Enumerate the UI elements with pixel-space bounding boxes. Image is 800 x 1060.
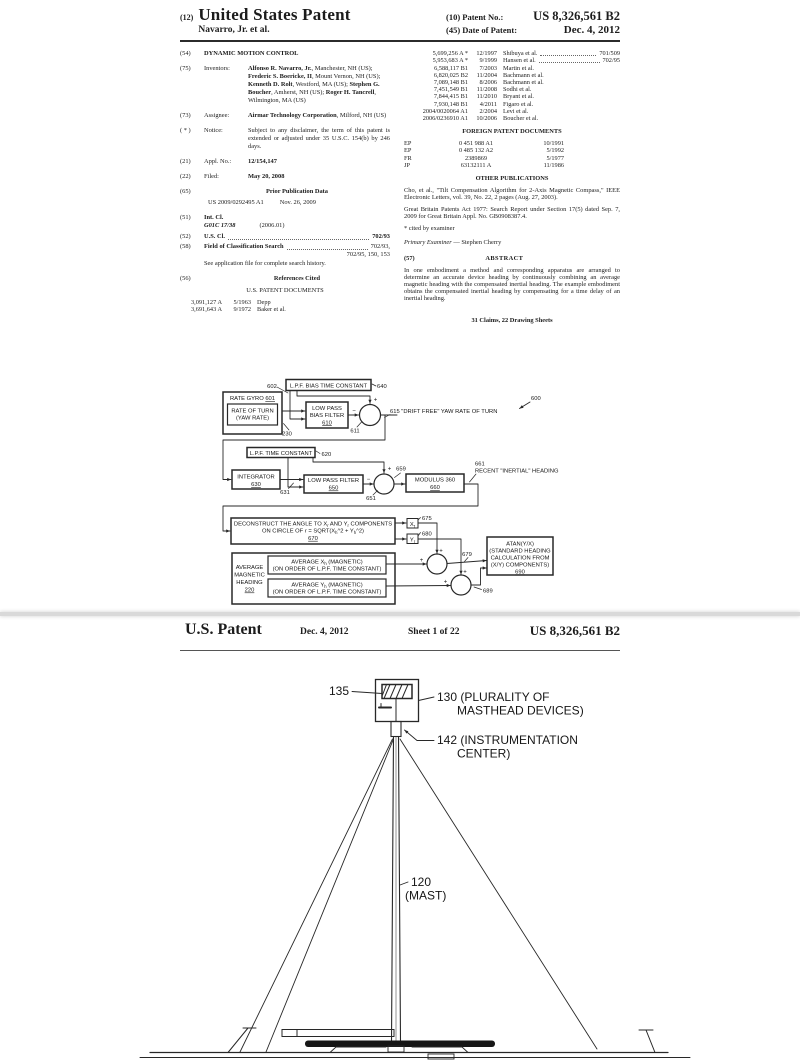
front-right-column	[404, 50, 620, 325]
inid-54: (54)	[180, 50, 191, 58]
party-name: Kenneth D. Rolt	[248, 81, 293, 89]
int-cl-label: Int. Cl.	[204, 214, 224, 222]
publication-1: Cho, et al., "Tilt Compensation Algorithm for 2-Axis Magnetic Compass," IEEE Electronic Letters, vol. 39, No. 22, 2 pages (Aug. 27, 2003).	[404, 187, 620, 202]
leader-631	[289, 483, 294, 489]
arrowhead	[299, 478, 303, 481]
abstract-header	[404, 255, 620, 263]
mast-line	[392, 737, 394, 1043]
us-ref-row	[404, 50, 620, 57]
ref-number: 2004/0020064 A1	[422, 107, 468, 115]
figure-sailboat	[120, 655, 700, 1060]
leader-679	[465, 558, 469, 562]
country-code: JP	[404, 161, 410, 169]
arrowhead	[423, 562, 427, 565]
ref-name: Hansen et al.	[503, 57, 536, 65]
sign-plus: +	[443, 579, 448, 586]
label-rate-gyro: RATE GYRO 601	[230, 396, 275, 402]
ref-date: 9/1999	[479, 57, 497, 65]
fos-see-note: See application file for complete search history.	[204, 260, 326, 268]
label-integrator: INTEGRATOR 630	[237, 474, 275, 488]
leader-611	[357, 422, 362, 428]
ref-number: 6,820,025 B2	[433, 71, 468, 79]
dotted-leader	[539, 62, 600, 63]
ref-620: 620	[321, 452, 332, 458]
assignee-label: Assignee:	[204, 112, 230, 120]
front-header-left	[180, 6, 351, 36]
cited-by-examiner: * cited by examiner	[404, 225, 455, 233]
field-51	[180, 214, 390, 230]
prior-pub-row	[204, 199, 390, 207]
field-52	[180, 233, 390, 241]
sheet-header-date: Dec. 4, 2012	[300, 627, 349, 637]
us-ref-row	[404, 86, 620, 93]
us-ref-row	[404, 93, 620, 100]
us-cl-value: 702/93	[372, 233, 390, 241]
us-patent-documents-head: U.S. PATENT DOCUMENTS	[246, 287, 324, 295]
foreign-ref-row	[404, 162, 620, 169]
inid-52: (52)	[180, 233, 191, 241]
int-cl-row	[204, 222, 390, 230]
sum-junction-679	[427, 554, 447, 574]
date-row	[446, 24, 620, 36]
sign-minus: −	[366, 477, 371, 483]
cabin	[412, 1047, 468, 1053]
party-name: Frederic S. Boericke, II	[248, 73, 312, 81]
sum-junction-615	[360, 405, 381, 426]
ref-date: 5/1992	[546, 147, 564, 155]
inid-51: (51)	[180, 214, 191, 222]
arrowhead	[402, 537, 406, 540]
party-name: Airmar Technology Corporation	[248, 112, 337, 120]
sign-minus: −	[352, 408, 356, 415]
ref-631: 631	[280, 490, 290, 496]
leader-135	[352, 692, 382, 694]
ref-number: 5,699,256 A *	[432, 50, 468, 58]
label-120b: (MAST)	[405, 888, 447, 903]
sheet-header-patent-no: US 8,326,561 B2	[529, 623, 620, 638]
title-block	[198, 6, 350, 36]
date-of-patent: Dec. 4, 2012	[563, 24, 620, 36]
label-drift-free: 615 "DRIFT FREE" YAW RATE OF TURN	[390, 409, 498, 415]
filed-date: May 20, 2008	[248, 173, 285, 181]
arrowhead	[368, 400, 371, 404]
ref-date: 8/2006	[479, 79, 497, 86]
ref-679: 679	[462, 552, 472, 558]
arrowhead	[370, 482, 374, 485]
ref-number: 0 485 132 A2	[458, 147, 494, 155]
appl-no-label: Appl. No.:	[204, 158, 232, 166]
rate-of-turn-box	[228, 404, 278, 425]
claims-line: 31 Claims, 22 Drawing Sheets	[471, 317, 553, 325]
sheet-header-rule	[180, 650, 620, 651]
wire	[418, 523, 437, 554]
us-cl-label: U.S. Cl.	[204, 233, 225, 241]
ref-name: Boucher et al.	[503, 115, 539, 123]
ref-name: Bryant et al.	[503, 93, 534, 101]
dotted-leader	[287, 249, 368, 250]
ref-number: 2389869	[464, 154, 488, 162]
inner-stay	[266, 739, 394, 1052]
label-avg-xh: AVERAGE $X_h$ (MAGNETIC) (ON ORDER OF L.P.F. TIME CONSTANT)	[272, 559, 382, 573]
inid-75: (75)	[180, 65, 191, 73]
us-refs-right	[404, 50, 620, 122]
arrowhead	[401, 482, 405, 485]
label-142: 142 (INSTRUMENTATION	[437, 733, 578, 747]
us-ref-row	[404, 115, 620, 122]
page-title: United States Patent	[198, 5, 351, 24]
fos-classes1: 702/93,	[370, 243, 390, 251]
page-break-divider	[0, 612, 800, 616]
other-publications-head: OTHER PUBLICATIONS	[475, 175, 549, 183]
country-code: EP	[404, 140, 412, 148]
header-rule	[180, 40, 620, 42]
sum-junction-689	[451, 575, 471, 595]
ref-name: Sodhi et al.	[503, 86, 532, 94]
inventors-label: Inventors:	[204, 65, 230, 73]
front-left-column	[180, 50, 390, 325]
inventors-list: Alfonso R. Navarro, Jr., Manchester, NH (US); Frederic S. Boericke, II, Mount Vernon, NH (US); Kenneth D. Rolt, Westford, MA (US); Stephen G. Boucher, Amherst, NH (US); Roger H. Tancrell, Wilmington, MA (US)	[248, 65, 381, 105]
ref-name: Bachmann et al.	[503, 71, 544, 79]
ref-number: 3,691,643 A	[191, 306, 222, 314]
us-ref-row	[404, 72, 620, 79]
examiner-label: Primary Examiner	[404, 239, 452, 247]
foreign-ref-row	[404, 147, 620, 154]
ref-name: Depp	[257, 299, 271, 307]
front-header-right	[446, 6, 620, 36]
ref-date: 10/2006	[476, 115, 497, 123]
front-columns	[180, 50, 620, 325]
boom	[282, 1030, 394, 1037]
ref-date: 10/1991	[543, 140, 564, 148]
prior-pub-date: Nov. 26, 2009	[279, 199, 316, 207]
cabin	[330, 1047, 386, 1053]
leader-120	[400, 882, 408, 885]
prior-pub-head: Prior Publication Data	[265, 188, 328, 196]
field-58	[180, 243, 390, 268]
patent-no: US 8,326,561 B2	[533, 9, 620, 23]
arrowhead	[459, 571, 462, 575]
sign-plus: +	[463, 569, 467, 576]
inid-21: (21)	[180, 158, 191, 166]
ref-date: 9/1972	[233, 306, 251, 314]
patent-front-page	[180, 6, 620, 325]
mast-line	[399, 737, 401, 1043]
primary-examiner	[404, 239, 620, 247]
us-refs-left	[180, 299, 390, 313]
label-130: 130 (PLURALITY OF	[437, 690, 550, 704]
field-75	[180, 65, 390, 105]
int-cl-code: G01C 17/38	[204, 222, 236, 230]
prior-publication	[204, 188, 390, 207]
leader-689	[474, 587, 482, 590]
country-code: EP	[404, 147, 412, 155]
date-of-patent-label: (45) Date of Patent:	[446, 25, 518, 35]
ref-date: 5/1963	[233, 299, 251, 307]
references-cited-head: References Cited	[273, 275, 321, 283]
inid-star: ( * )	[180, 127, 191, 135]
ref-number: 7,451,549 B1	[433, 86, 468, 94]
fos-label: Field of Classification Search	[204, 243, 284, 251]
ref-date: 2/2004	[479, 107, 497, 115]
ref-name: Baker et al.	[257, 306, 286, 314]
inventor-short-line: Navarro, Jr. et al.	[198, 25, 270, 35]
arrowhead	[301, 409, 305, 412]
inid-65: (65)	[180, 188, 191, 196]
dotted-leader	[540, 55, 596, 56]
field-of-search	[204, 243, 390, 268]
us-ref-row	[180, 299, 390, 306]
ref-date: 12/1997	[476, 50, 497, 58]
ref-date: 11/2010	[476, 93, 497, 101]
ref-675: 675	[422, 516, 432, 522]
party-name: Roger H. Tancrell	[325, 89, 375, 97]
field-21	[180, 158, 390, 166]
examiner-name: — Stephen Cherry	[451, 239, 502, 247]
us-ref-row	[404, 79, 620, 86]
label-yr: $Y_r$	[409, 537, 416, 544]
ref-name: Levi et al.	[503, 107, 529, 115]
forestay	[240, 739, 393, 1052]
arrowhead	[402, 521, 406, 524]
label-recent-inertial: 661 RECENT "INERTIAL" HEADING	[475, 461, 559, 475]
ref-number: 3,091,127 A	[191, 299, 222, 307]
ref-689: 689	[483, 588, 493, 595]
leader-130	[419, 697, 435, 701]
hatch	[390, 685, 396, 699]
arrowhead	[227, 478, 231, 481]
dotted-leader	[228, 239, 369, 240]
leader-142	[405, 730, 435, 741]
wire	[288, 458, 303, 488]
foreign-ref-row	[404, 140, 620, 147]
ref-230: 230	[282, 431, 292, 438]
ref-640: 640	[377, 384, 387, 390]
ref-number: 7,844,415 B1	[433, 93, 468, 101]
sign-plus: +	[419, 558, 424, 564]
ref-date: 11/2004	[476, 71, 497, 79]
ref-135: 135	[328, 684, 349, 698]
instrumentation-center	[391, 722, 401, 737]
foreign-patent-documents-head: FOREIGN PATENT DOCUMENTS	[462, 128, 562, 136]
ref-number: 5,953,683 A *	[432, 57, 468, 65]
field-54	[180, 50, 390, 58]
wire	[471, 568, 487, 585]
hatch	[402, 685, 408, 699]
leader-661	[470, 474, 477, 482]
label-lpf-tc: L.P.F. TIME CONSTANT	[249, 451, 313, 457]
ref-class: 701/509	[599, 50, 620, 58]
ref-number: 2006/0236910 A1	[422, 115, 468, 123]
ref-611: 611	[350, 428, 360, 435]
assignee: Airmar Technology Corporation, Milford, NH (US)	[248, 112, 387, 120]
ref-date: 7/2003	[479, 64, 497, 72]
label-low-pass-bias-filter: LOW PASS BIAS FILTER 610	[309, 406, 345, 427]
inid-73: (73)	[180, 112, 191, 120]
ref-date: 5/1977	[546, 154, 564, 162]
patent-no-label: (10) Patent No.:	[446, 12, 504, 22]
us-ref-row	[404, 108, 620, 115]
label-120: 120	[411, 875, 432, 889]
fos-line1	[204, 243, 390, 251]
sign-plus: +	[387, 466, 392, 473]
wire	[447, 561, 487, 564]
field-22	[180, 173, 390, 181]
fos-classes2: 702/95, 150, 153	[346, 251, 390, 259]
ref-659: 659	[396, 466, 406, 473]
leader-620	[316, 451, 320, 454]
ref-number: 6,588,117 B1	[434, 64, 468, 72]
label-xr: $X_r$	[409, 522, 416, 529]
label-avg-yh: AVERAGE $Y_h$ (MAGNETIC) (ON ORDER OF L.P.F. TIME CONSTANT)	[272, 582, 382, 596]
sheet-header-title: U.S. Patent	[185, 621, 262, 638]
country-code: FR	[404, 154, 412, 162]
foreign-ref-row	[404, 155, 620, 162]
ref-date: 4/2011	[479, 100, 497, 108]
sign-plus: +	[373, 397, 378, 404]
inid-56: (56)	[180, 275, 191, 283]
wire	[418, 539, 461, 575]
ref-date: 11/1986	[543, 161, 564, 169]
arrowhead	[226, 529, 230, 532]
ref-name: Figaro et al.	[503, 100, 534, 108]
ref-name: Bachmann et al.	[503, 79, 544, 86]
inid-58: (58)	[180, 243, 191, 251]
party-name: Alfonso R. Navarro, Jr.	[248, 65, 312, 73]
field-notice	[180, 127, 390, 151]
hatch	[396, 685, 402, 699]
filed-label: Filed:	[204, 173, 219, 181]
label-low-pass-filter: LOW PASS FILTER 650	[308, 478, 359, 492]
kind-code: (12)	[180, 13, 194, 22]
party-name: Stephen G. Boucher	[248, 81, 380, 97]
sheet-header-sheet-no: Sheet 1 of 22	[408, 627, 460, 637]
label-lpf-bias-tc: L.P.F. BIAS TIME CONSTANT	[289, 383, 368, 390]
ref-number: 7,930,148 B1	[433, 100, 468, 108]
prior-pub-no: US 2009/0292495 A1	[208, 199, 264, 207]
int-cl	[204, 214, 390, 230]
label-rate-of-turn: RATE OF TURN (YAW RATE)	[231, 408, 274, 422]
stern-pulpit	[646, 1030, 655, 1053]
figure-block-diagram	[185, 373, 620, 613]
ref-number: 63132111 A	[460, 161, 492, 169]
label-avg-magnetic: AVERAGE MAGNETIC HEADING 220	[234, 565, 265, 594]
us-ref-row	[180, 306, 390, 313]
ref-600: 600	[531, 396, 541, 402]
arrowhead	[483, 566, 487, 569]
arrowhead	[301, 417, 305, 420]
ref-number: 7,089,148 B1	[433, 79, 468, 86]
invention-title: DYNAMIC MOTION CONTROL	[204, 50, 299, 58]
ref-name: Shibuya et al.	[503, 50, 538, 58]
front-header	[180, 6, 620, 36]
ref-number: 0 451 988 A1	[458, 140, 494, 148]
field-73	[180, 112, 390, 120]
bow-pulpit	[228, 1028, 248, 1053]
int-cl-version: (2006.01)	[259, 222, 285, 230]
abstract-title: ABSTRACT	[485, 255, 524, 263]
leader-640	[372, 384, 376, 386]
patent-no-row	[446, 9, 620, 24]
arrowhead	[483, 559, 487, 562]
publication-2: Great Britain Patents Act 1977: Search Report under Section 17(5) dated Sep. 7, 2009 for Great Britain Appl. No. GB0908387.4.	[404, 206, 620, 221]
hatch	[384, 685, 390, 699]
field-65	[180, 188, 390, 207]
sign-plus: +	[439, 548, 443, 555]
field-56	[180, 275, 390, 283]
label-deconstruct: DECONSTRUCT THE ANGLE TO $X_r$ AND $Y_r$ COMPONENTS ON CIRCLE OF $r = SQRT(X_h\^{}2$ + $Y_h\^{}2$) 670	[233, 521, 393, 542]
inid-57: (57)	[404, 255, 415, 263]
label-130b: MASTHEAD DEVICES)	[457, 703, 584, 718]
abstract-text: In one embodiment a method and corresponding apparatus are arranged to determine an accurate device heading by continuously combining an average magnetic heading with the compensated inertial heading. The example embodiment obtains the compensated inertial heading by compensating for a time delay of an inertial heading.	[404, 267, 620, 303]
ref-name: Martin et al.	[503, 64, 534, 72]
ref-class: 702/95	[602, 57, 620, 65]
arrowhead	[299, 485, 303, 488]
appl-no: 12/154,147	[248, 158, 277, 166]
wire	[313, 458, 384, 474]
deck-hatch	[428, 1054, 454, 1059]
ref-680: 680	[422, 531, 432, 538]
leader-230	[284, 424, 290, 431]
inid-22: (22)	[180, 173, 191, 181]
us-ref-row	[404, 57, 620, 64]
arrowhead	[435, 550, 438, 554]
leader-659	[395, 473, 401, 478]
ref-651: 651	[366, 496, 376, 502]
leader-651	[373, 491, 378, 496]
foreign-refs	[404, 140, 620, 169]
notice-text: Subject to any disclaimer, the term of this patent is extended or adjusted under 35 U.S.C. 154(b) by 246 days.	[248, 127, 390, 151]
us-ref-row	[404, 101, 620, 108]
wire	[386, 586, 451, 587]
notice-label: Notice:	[204, 127, 223, 135]
wire	[290, 391, 305, 420]
ref-602: 602	[267, 384, 277, 390]
label-atan: ATAN(Y/X) (STANDARD HEADING CALCULATION FROM (X/Y) COMPONENTS) 690	[489, 541, 551, 576]
label-142b: CENTER)	[457, 746, 511, 761]
us-ref-row	[404, 65, 620, 72]
label-modulus: MODULUS 360 660	[414, 477, 456, 491]
ref-date: 11/2008	[476, 86, 497, 94]
arrowhead	[382, 469, 385, 473]
